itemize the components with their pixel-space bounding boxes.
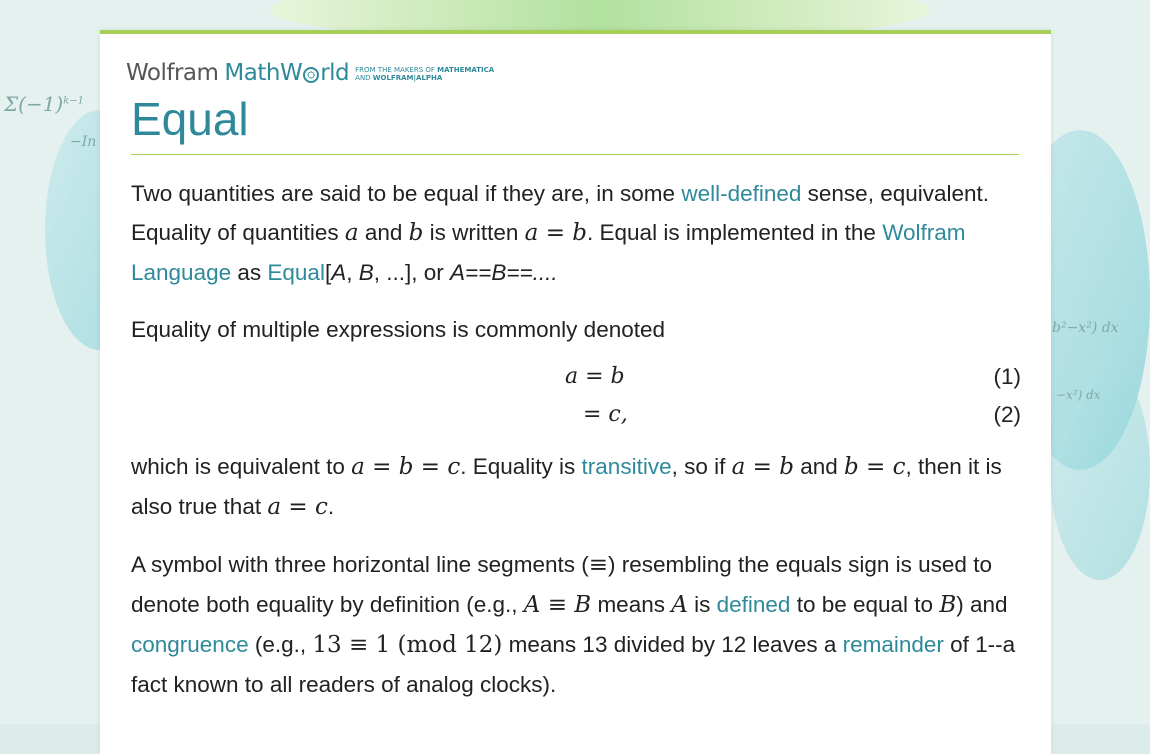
tagline-line1: FROM THE MAKERS OF — [355, 66, 438, 74]
math-equiv-symbol: ≡ — [588, 552, 608, 578]
text: (e.g., — [248, 632, 313, 657]
link-remainder[interactable]: remainder — [842, 632, 944, 657]
arg-a: A — [331, 260, 347, 285]
equation-2-number: (2) — [993, 402, 1021, 427]
text: and — [358, 220, 409, 245]
globe-icon — [303, 67, 319, 83]
link-transitive[interactable]: transitive — [581, 454, 672, 479]
equation-row-1 — [131, 357, 1021, 395]
article-body — [131, 174, 1021, 722]
text: is — [687, 592, 717, 617]
math-a-eq-b: a = b — [524, 220, 588, 246]
text: as — [231, 260, 268, 285]
link-defined[interactable]: defined — [716, 592, 791, 617]
logo-mathworld-pre: MathW — [224, 60, 303, 86]
page-title: Equal — [131, 93, 249, 145]
paragraph-definition — [131, 174, 1021, 292]
text: ) and — [956, 592, 1008, 617]
logo-mathworld-text — [224, 60, 349, 86]
math-var-b: B — [939, 592, 957, 618]
equation-1-number: (1) — [993, 364, 1021, 389]
tagline-mathematica: MATHEMATICA — [437, 66, 495, 74]
link-congruence[interactable]: congruence — [131, 632, 249, 657]
tagline-line2: AND — [355, 74, 373, 82]
text: ) resembling the equals sign is used to denote both equality by definition (e.g., — [131, 552, 992, 617]
text: means 13 divided by 12 leaves a — [502, 632, 843, 657]
text: of 1--a fact known to all readers of analog clocks). — [131, 632, 1016, 697]
math-a-eq-c: a = c — [267, 494, 328, 520]
math-a-eq-b-eq-c: a = b = c — [351, 454, 461, 480]
math-var-a: a — [344, 220, 359, 246]
background-formula-left-2: −In — [70, 134, 97, 150]
math-mod-congruence: 13 ≡ 1 (mod 12) — [312, 632, 503, 658]
text: [ — [324, 260, 332, 285]
text: , — [346, 260, 359, 285]
article-panel — [100, 30, 1051, 754]
text: Two quantities are said to be equal if they are, in some — [131, 181, 682, 206]
text: which is equivalent to — [131, 454, 352, 479]
text: A symbol with three horizontal line segments ( — [131, 552, 589, 577]
logo-mathworld-post: rld — [320, 60, 350, 86]
arg-b: B — [358, 260, 374, 285]
paragraph-congruence — [131, 545, 1021, 704]
text: , so if — [671, 454, 732, 479]
equation-block — [131, 357, 1021, 433]
link-wolfram-language[interactable]: Wolfram Language — [131, 220, 966, 285]
equation-2-expr: = c, — [583, 402, 628, 427]
logo-tagline — [355, 66, 494, 82]
link-well-defined[interactable]: well-defined — [681, 181, 802, 206]
equation-row-2 — [131, 395, 1021, 433]
equation-1-expr: a = b — [565, 364, 625, 389]
background-formula-right: b²−x²) dx — [1052, 320, 1119, 336]
logo-wolfram-text: Wolfram — [126, 60, 219, 86]
title-divider — [131, 154, 1019, 155]
math-var-b: b — [408, 220, 424, 246]
text: to be equal to — [790, 592, 940, 617]
text: , ...], or — [373, 260, 451, 285]
text: , then it is also true that — [131, 454, 1002, 519]
link-equal[interactable]: Equal — [267, 260, 325, 285]
math-a-equiv-b: A ≡ B — [523, 592, 592, 618]
text: is written — [423, 220, 525, 245]
text: sense, equivalent. Equality of quantities — [131, 181, 990, 245]
paragraph-transitive — [131, 447, 1021, 527]
text: and — [793, 454, 845, 479]
math-a-eq-b: a = b — [731, 454, 794, 480]
math-b-eq-c: b = c — [844, 454, 906, 480]
text: . — [327, 494, 335, 519]
text: . Equality is — [460, 454, 582, 479]
math-var-a: A — [671, 592, 688, 618]
code-expression: A==B==.... — [450, 260, 558, 285]
tagline-wolframalpha: WOLFRAM|ALPHA — [372, 74, 443, 82]
background-formula-right-2: −x²) dx — [1056, 388, 1101, 402]
site-logo[interactable] — [126, 58, 494, 86]
text: means — [591, 592, 672, 617]
paragraph-multiple: Equality of multiple expressions is commonly denoted — [131, 317, 666, 342]
background-formula-left: $\Sigma(-1)^{k-1}$ — [4, 92, 85, 116]
text: . Equal is implemented in the — [587, 220, 883, 245]
